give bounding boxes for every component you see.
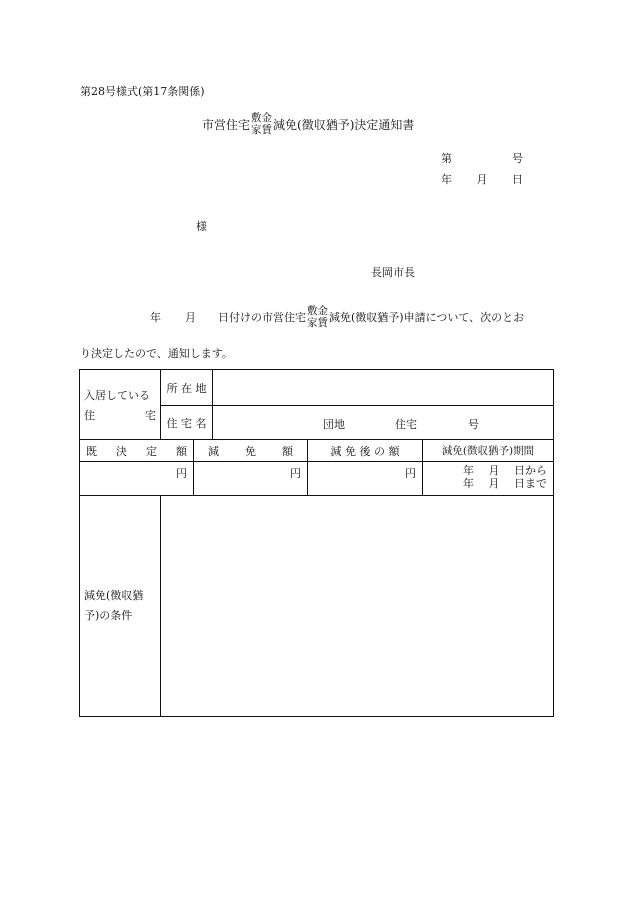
location-label: 所 在 地 [166, 381, 207, 395]
conditions-label-line-1: 減免(徴収猶 [84, 589, 144, 602]
body-day-phrase: 日付けの市営住宅 [218, 311, 306, 324]
row-conditions [80, 496, 554, 717]
title-stack-top: 敷金 [251, 112, 273, 124]
decision-table [79, 369, 554, 717]
period-to-month: 月 [488, 477, 500, 490]
doc-number-line [441, 150, 523, 166]
header-amount-after [308, 440, 423, 462]
title-stacked-terms [251, 112, 272, 136]
title-stack-bottom: 家賃 [251, 124, 273, 136]
date-day: 日 [512, 173, 523, 186]
resident-label-line-2 [84, 407, 156, 423]
yen-unit-3: 円 [405, 467, 416, 480]
document-title [202, 112, 414, 136]
period-cell[interactable] [423, 462, 554, 496]
resident-label-cell [80, 370, 161, 440]
header-existing-char-2: 決 [116, 444, 127, 458]
title-prefix: 市営住宅 [202, 117, 251, 132]
issuer: 長岡市長 [371, 266, 415, 279]
housing-name-jutaku: 住宅 [395, 417, 417, 431]
period-from-month: 月 [488, 464, 500, 477]
housing-name-value-cell[interactable] [213, 406, 554, 440]
body-stacked-terms [307, 305, 328, 329]
resident-label-line-1: 入居している [84, 388, 150, 402]
doc-number-label-dai: 第 [441, 152, 452, 165]
period-to-year: 年 [463, 477, 474, 490]
yen-unit-1: 円 [176, 467, 187, 480]
body-line-1 [150, 305, 524, 329]
header-period-label: 減免(徴収猶予)期間 [441, 445, 535, 457]
housing-name-label: 住 宅 名 [166, 416, 207, 430]
body-line-2: り決定したので、通知します。 [80, 347, 233, 360]
row-column-headers [80, 440, 554, 462]
period-from-day: 日から [514, 464, 547, 477]
header-reduction-char-3: 額 [282, 444, 293, 458]
conditions-label-line-2: 予)の条件 [84, 609, 133, 622]
location-label-cell [161, 370, 213, 406]
body-month: 月 [185, 311, 196, 324]
yen-unit-2: 円 [290, 467, 301, 480]
reduction-amount-cell[interactable] [194, 462, 308, 496]
conditions-label-cell [80, 496, 161, 717]
amount-after-cell[interactable] [308, 462, 423, 496]
header-existing-char-1: 既 [86, 444, 97, 458]
resident-label-taku: 宅 [145, 408, 156, 422]
header-amount-after-label: 減 免 後 の 額 [330, 444, 400, 458]
period-from [463, 464, 547, 477]
housing-name-go: 号 [468, 417, 479, 431]
location-value-cell[interactable] [213, 370, 554, 406]
period-to-day: 日まで [514, 477, 547, 490]
header-period [423, 440, 554, 462]
header-existing-char-3: 定 [146, 444, 157, 458]
body-suffix: 減免(徴収猶予)申請について、次のとお [329, 311, 525, 324]
row-location [80, 370, 554, 406]
addressee-suffix: 様 [196, 220, 207, 233]
date-month: 月 [476, 173, 488, 186]
housing-name-danchi: 団地 [323, 417, 345, 431]
period-from-year: 年 [463, 464, 474, 477]
header-reduction-amount [194, 440, 308, 462]
date-year: 年 [441, 173, 452, 186]
body-stack-top: 敷金 [307, 305, 328, 317]
body-stack-bottom: 家賃 [307, 317, 328, 329]
title-suffix: 減免(徴収猶予)決定通知書 [273, 117, 415, 132]
date-line [441, 171, 523, 187]
conditions-value-cell[interactable] [161, 496, 554, 717]
row-amounts [80, 462, 554, 496]
period-to [463, 477, 547, 490]
form-number: 第28号様式(第17条関係) [80, 85, 205, 98]
header-reduction-char-1: 減 [208, 444, 219, 458]
doc-number-label-go: 号 [512, 152, 523, 165]
existing-amount-cell[interactable] [80, 462, 194, 496]
housing-name-label-cell [161, 406, 213, 440]
header-existing-amount [80, 440, 194, 462]
header-existing-char-4: 額 [176, 444, 187, 458]
resident-label-ju: 住 [84, 408, 95, 422]
body-year: 年 [150, 311, 161, 324]
header-reduction-char-2: 免 [245, 444, 256, 458]
